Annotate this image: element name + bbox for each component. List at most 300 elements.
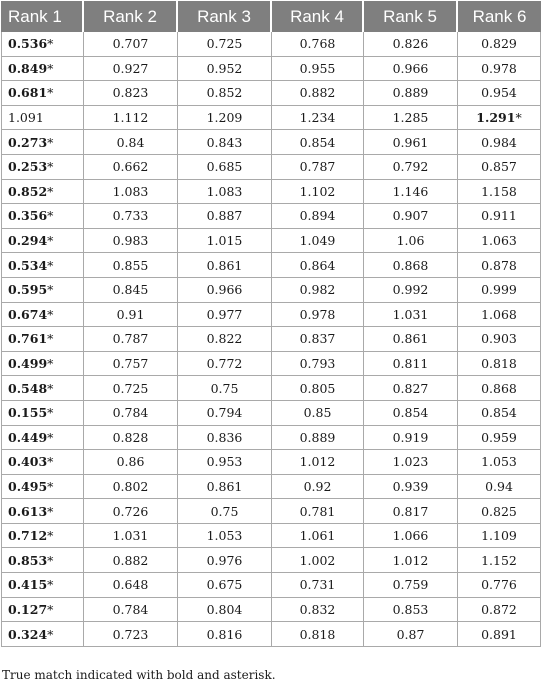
table-footnote: True match indicated with bold and asterisk. xyxy=(2,668,276,682)
table-cell xyxy=(364,622,458,647)
table-row xyxy=(1,376,541,401)
cell-value: 0.816 xyxy=(206,626,243,642)
table-cell xyxy=(178,401,272,426)
cell-value: 1.291 xyxy=(476,110,516,126)
cell-value: 0.495 xyxy=(8,478,48,494)
header-rank-1: Rank 1 xyxy=(1,1,84,32)
cell-value: 0.852 xyxy=(8,183,48,199)
cell-value: 0.757 xyxy=(112,356,149,372)
cell-value: 0.903 xyxy=(481,331,517,347)
cell-value: 0.954 xyxy=(481,85,517,101)
cell-value: 0.891 xyxy=(481,626,517,642)
table-cell xyxy=(272,598,364,623)
cell-value: 0.854 xyxy=(481,405,517,421)
cell-value: 0.966 xyxy=(206,282,243,298)
table-row xyxy=(1,106,541,131)
table-cell xyxy=(178,278,272,303)
cell-value: 0.864 xyxy=(299,257,336,273)
match-marker: * xyxy=(47,405,54,421)
cell-value: 0.802 xyxy=(112,478,149,494)
table-cell xyxy=(272,106,364,131)
table-cell xyxy=(84,548,178,573)
table-row xyxy=(1,622,541,647)
cell-value: 0.253 xyxy=(8,159,48,175)
cell-value: 0.548 xyxy=(8,380,48,396)
rank-table xyxy=(1,1,541,647)
table-cell xyxy=(1,376,84,401)
cell-value: 0.955 xyxy=(299,60,336,76)
cell-value: 1.083 xyxy=(112,183,149,199)
cell-value: 0.978 xyxy=(481,60,517,76)
cell-value: 0.999 xyxy=(481,282,517,298)
cell-value: 0.75 xyxy=(210,503,239,519)
cell-value: 0.712 xyxy=(8,528,48,544)
table-cell xyxy=(458,401,541,426)
cell-value: 0.852 xyxy=(206,85,243,101)
table-cell xyxy=(178,303,272,328)
table-cell xyxy=(84,81,178,106)
results-table-container xyxy=(1,1,541,647)
cell-value: 0.984 xyxy=(481,134,517,150)
cell-value: 0.882 xyxy=(112,552,149,568)
cell-value: 0.725 xyxy=(206,36,243,52)
table-cell xyxy=(458,426,541,451)
table-cell xyxy=(84,303,178,328)
table-row xyxy=(1,450,541,475)
table-body xyxy=(1,32,541,647)
cell-value: 0.294 xyxy=(8,233,48,249)
match-marker: * xyxy=(47,454,54,470)
match-marker: * xyxy=(47,528,54,544)
cell-value: 0.415 xyxy=(8,577,48,593)
table-cell xyxy=(1,253,84,278)
table-cell xyxy=(272,81,364,106)
cell-value: 0.828 xyxy=(112,429,149,445)
match-marker: * xyxy=(47,503,54,519)
cell-value: 0.805 xyxy=(299,380,336,396)
table-cell xyxy=(84,180,178,205)
table-row xyxy=(1,229,541,254)
cell-value: 0.827 xyxy=(392,380,429,396)
table-cell xyxy=(1,327,84,352)
cell-value: 0.911 xyxy=(481,208,517,224)
cell-value: 0.894 xyxy=(299,208,336,224)
table-cell xyxy=(178,450,272,475)
table-cell xyxy=(364,401,458,426)
table-cell xyxy=(1,499,84,524)
table-row xyxy=(1,278,541,303)
cell-value: 0.793 xyxy=(299,356,336,372)
cell-value: 0.825 xyxy=(481,503,517,519)
cell-value: 1.053 xyxy=(206,528,243,544)
table-row xyxy=(1,155,541,180)
cell-value: 1.209 xyxy=(206,110,243,126)
table-cell xyxy=(178,32,272,57)
match-marker: * xyxy=(47,429,54,445)
table-cell xyxy=(272,622,364,647)
table-cell xyxy=(272,524,364,549)
table-row xyxy=(1,548,541,573)
match-marker: * xyxy=(47,208,54,224)
cell-value: 0.761 xyxy=(8,331,48,347)
cell-value: 0.829 xyxy=(481,36,517,52)
table-cell xyxy=(272,548,364,573)
cell-value: 1.146 xyxy=(392,183,429,199)
table-cell xyxy=(272,376,364,401)
match-marker: * xyxy=(47,183,54,199)
table-cell xyxy=(458,278,541,303)
table-cell xyxy=(1,352,84,377)
cell-value: 0.403 xyxy=(8,454,48,470)
table-cell xyxy=(458,32,541,57)
cell-value: 0.725 xyxy=(112,380,149,396)
table-cell xyxy=(364,573,458,598)
table-cell xyxy=(1,278,84,303)
match-marker: * xyxy=(47,601,54,617)
cell-value: 0.87 xyxy=(396,626,425,642)
table-row xyxy=(1,32,541,57)
table-cell xyxy=(272,130,364,155)
table-cell xyxy=(84,57,178,82)
table-cell xyxy=(364,303,458,328)
cell-value: 0.976 xyxy=(206,552,243,568)
cell-value: 0.849 xyxy=(8,60,48,76)
cell-value: 0.781 xyxy=(299,503,336,519)
cell-value: 0.127 xyxy=(8,601,48,617)
table-row xyxy=(1,499,541,524)
cell-value: 1.023 xyxy=(392,454,429,470)
match-marker: * xyxy=(47,134,54,150)
table-cell xyxy=(272,426,364,451)
table-row xyxy=(1,401,541,426)
table-row xyxy=(1,573,541,598)
cell-value: 0.939 xyxy=(392,478,429,494)
cell-value: 0.966 xyxy=(392,60,429,76)
match-marker: * xyxy=(47,478,54,494)
cell-value: 0.843 xyxy=(206,134,243,150)
cell-value: 0.887 xyxy=(206,208,243,224)
table-cell xyxy=(272,499,364,524)
table-cell xyxy=(1,303,84,328)
table-cell xyxy=(1,81,84,106)
table-row xyxy=(1,81,541,106)
table-cell xyxy=(1,401,84,426)
table-cell xyxy=(1,229,84,254)
match-marker: * xyxy=(47,577,54,593)
cell-value: 0.356 xyxy=(8,208,48,224)
match-marker: * xyxy=(47,306,54,322)
cell-value: 0.818 xyxy=(299,626,336,642)
cell-value: 0.977 xyxy=(206,306,243,322)
header-rank-3: Rank 3 xyxy=(178,1,272,32)
cell-value: 0.75 xyxy=(210,380,239,396)
cell-value: 0.155 xyxy=(8,405,48,421)
table-cell xyxy=(178,548,272,573)
cell-value: 0.992 xyxy=(392,282,429,298)
table-cell xyxy=(364,376,458,401)
cell-value: 0.794 xyxy=(206,405,243,421)
table-cell xyxy=(272,32,364,57)
cell-value: 0.787 xyxy=(299,159,336,175)
table-cell xyxy=(272,204,364,229)
table-cell xyxy=(364,155,458,180)
table-cell xyxy=(364,278,458,303)
header-rank-2: Rank 2 xyxy=(84,1,178,32)
cell-value: 0.674 xyxy=(8,306,48,322)
cell-value: 0.878 xyxy=(481,257,517,273)
table-cell xyxy=(178,180,272,205)
cell-value: 1.234 xyxy=(299,110,336,126)
cell-value: 0.853 xyxy=(8,552,48,568)
table-cell xyxy=(178,475,272,500)
table-cell xyxy=(364,475,458,500)
cell-value: 1.012 xyxy=(299,454,336,470)
cell-value: 0.662 xyxy=(112,159,149,175)
cell-value: 0.733 xyxy=(112,208,149,224)
table-cell xyxy=(458,548,541,573)
table-cell xyxy=(458,475,541,500)
table-cell xyxy=(272,180,364,205)
table-cell xyxy=(1,57,84,82)
cell-value: 0.776 xyxy=(481,577,517,593)
table-cell xyxy=(178,106,272,131)
table-cell xyxy=(458,180,541,205)
table-cell xyxy=(458,130,541,155)
table-cell xyxy=(458,524,541,549)
cell-value: 0.449 xyxy=(8,429,48,445)
cell-value: 1.091 xyxy=(8,110,44,126)
cell-value: 0.868 xyxy=(392,257,429,273)
cell-value: 0.536 xyxy=(8,36,48,52)
table-cell xyxy=(84,130,178,155)
match-marker: * xyxy=(47,626,54,642)
cell-value: 0.681 xyxy=(8,85,48,101)
match-marker: * xyxy=(47,233,54,249)
cell-value: 0.84 xyxy=(116,134,145,150)
table-cell xyxy=(178,229,272,254)
match-marker: * xyxy=(47,356,54,372)
table-cell xyxy=(84,352,178,377)
table-cell xyxy=(458,352,541,377)
cell-value: 0.837 xyxy=(299,331,336,347)
table-cell xyxy=(364,426,458,451)
table-row xyxy=(1,598,541,623)
table-cell xyxy=(458,253,541,278)
match-marker: * xyxy=(515,110,522,126)
table-cell xyxy=(364,253,458,278)
cell-value: 0.273 xyxy=(8,134,48,150)
match-marker: * xyxy=(47,159,54,175)
table-cell xyxy=(178,499,272,524)
table-cell xyxy=(364,204,458,229)
table-header xyxy=(1,1,541,32)
cell-value: 0.982 xyxy=(299,282,336,298)
table-cell xyxy=(458,573,541,598)
table-cell xyxy=(178,57,272,82)
cell-value: 1.012 xyxy=(392,552,429,568)
table-cell xyxy=(1,524,84,549)
table-cell xyxy=(178,130,272,155)
table-cell xyxy=(458,81,541,106)
match-marker: * xyxy=(47,60,54,76)
table-cell xyxy=(178,327,272,352)
table-cell xyxy=(1,450,84,475)
cell-value: 0.818 xyxy=(481,356,517,372)
table-cell xyxy=(272,229,364,254)
table-cell xyxy=(84,401,178,426)
cell-value: 1.06 xyxy=(396,233,425,249)
cell-value: 0.868 xyxy=(481,380,517,396)
cell-value: 0.675 xyxy=(206,577,243,593)
table-cell xyxy=(1,475,84,500)
cell-value: 0.889 xyxy=(299,429,336,445)
cell-value: 0.613 xyxy=(8,503,48,519)
cell-value: 0.772 xyxy=(206,356,243,372)
table-cell xyxy=(84,204,178,229)
table-cell xyxy=(178,81,272,106)
table-cell xyxy=(364,229,458,254)
table-cell xyxy=(458,327,541,352)
cell-value: 1.152 xyxy=(481,552,517,568)
cell-value: 0.861 xyxy=(206,478,243,494)
cell-value: 0.92 xyxy=(303,478,332,494)
table-cell xyxy=(458,204,541,229)
match-marker: * xyxy=(47,380,54,396)
table-cell xyxy=(272,278,364,303)
table-cell xyxy=(1,180,84,205)
cell-value: 1.158 xyxy=(481,183,517,199)
table-cell xyxy=(272,450,364,475)
table-cell xyxy=(364,130,458,155)
table-cell xyxy=(84,598,178,623)
table-cell xyxy=(178,204,272,229)
cell-value: 0.759 xyxy=(392,577,429,593)
match-marker: * xyxy=(47,331,54,347)
table-cell xyxy=(178,598,272,623)
table-cell xyxy=(1,204,84,229)
cell-value: 0.324 xyxy=(8,626,48,642)
table-cell xyxy=(84,499,178,524)
cell-value: 1.049 xyxy=(299,233,336,249)
table-row xyxy=(1,253,541,278)
cell-value: 0.817 xyxy=(392,503,429,519)
table-cell xyxy=(272,401,364,426)
cell-value: 1.063 xyxy=(481,233,517,249)
table-cell xyxy=(178,376,272,401)
cell-value: 1.083 xyxy=(206,183,243,199)
table-cell xyxy=(84,622,178,647)
table-cell xyxy=(458,155,541,180)
cell-value: 0.952 xyxy=(206,60,243,76)
table-cell xyxy=(1,598,84,623)
table-cell xyxy=(364,352,458,377)
table-cell xyxy=(364,106,458,131)
table-cell xyxy=(364,81,458,106)
cell-value: 0.784 xyxy=(112,601,149,617)
cell-value: 1.112 xyxy=(112,110,149,126)
table-cell xyxy=(178,253,272,278)
table-cell xyxy=(458,376,541,401)
cell-value: 0.855 xyxy=(112,257,149,273)
table-cell xyxy=(84,106,178,131)
table-cell xyxy=(178,426,272,451)
table-cell xyxy=(458,303,541,328)
cell-value: 0.784 xyxy=(112,405,149,421)
cell-value: 0.961 xyxy=(392,134,429,150)
table-cell xyxy=(364,548,458,573)
table-cell xyxy=(458,499,541,524)
cell-value: 1.031 xyxy=(392,306,429,322)
cell-value: 0.731 xyxy=(299,577,336,593)
cell-value: 0.685 xyxy=(206,159,243,175)
cell-value: 1.068 xyxy=(481,306,517,322)
table-row xyxy=(1,130,541,155)
table-row xyxy=(1,475,541,500)
cell-value: 0.94 xyxy=(485,478,513,494)
table-cell xyxy=(458,229,541,254)
cell-value: 0.853 xyxy=(392,601,429,617)
cell-value: 0.826 xyxy=(392,36,429,52)
table-cell xyxy=(84,327,178,352)
match-marker: * xyxy=(47,85,54,101)
cell-value: 0.499 xyxy=(8,356,48,372)
cell-value: 0.953 xyxy=(206,454,243,470)
table-cell xyxy=(178,573,272,598)
table-row xyxy=(1,57,541,82)
cell-value: 1.015 xyxy=(206,233,243,249)
table-cell xyxy=(364,450,458,475)
table-row xyxy=(1,180,541,205)
table-cell xyxy=(84,573,178,598)
cell-value: 1.102 xyxy=(299,183,336,199)
cell-value: 0.845 xyxy=(112,282,149,298)
cell-value: 1.031 xyxy=(112,528,149,544)
table-row xyxy=(1,204,541,229)
cell-value: 0.86 xyxy=(116,454,145,470)
table-cell xyxy=(1,130,84,155)
cell-value: 1.053 xyxy=(481,454,517,470)
table-row xyxy=(1,524,541,549)
cell-value: 1.066 xyxy=(392,528,429,544)
table-cell xyxy=(84,426,178,451)
table-cell xyxy=(272,57,364,82)
cell-value: 0.854 xyxy=(299,134,336,150)
match-marker: * xyxy=(47,552,54,568)
match-marker: * xyxy=(47,282,54,298)
table-cell xyxy=(84,475,178,500)
cell-value: 0.861 xyxy=(206,257,243,273)
header-rank-6: Rank 6 xyxy=(458,1,541,32)
cell-value: 0.822 xyxy=(206,331,243,347)
table-cell xyxy=(84,253,178,278)
table-cell xyxy=(272,352,364,377)
match-marker: * xyxy=(47,36,54,52)
cell-value: 0.768 xyxy=(299,36,336,52)
header-rank-4: Rank 4 xyxy=(272,1,364,32)
table-cell xyxy=(84,32,178,57)
table-cell xyxy=(364,180,458,205)
cell-value: 0.648 xyxy=(112,577,149,593)
table-cell xyxy=(178,155,272,180)
cell-value: 1.109 xyxy=(481,528,517,544)
cell-value: 0.889 xyxy=(392,85,429,101)
cell-value: 0.836 xyxy=(206,429,243,445)
table-cell xyxy=(458,450,541,475)
cell-value: 0.919 xyxy=(392,429,429,445)
match-marker: * xyxy=(47,257,54,273)
cell-value: 0.927 xyxy=(112,60,149,76)
cell-value: 0.823 xyxy=(112,85,149,101)
